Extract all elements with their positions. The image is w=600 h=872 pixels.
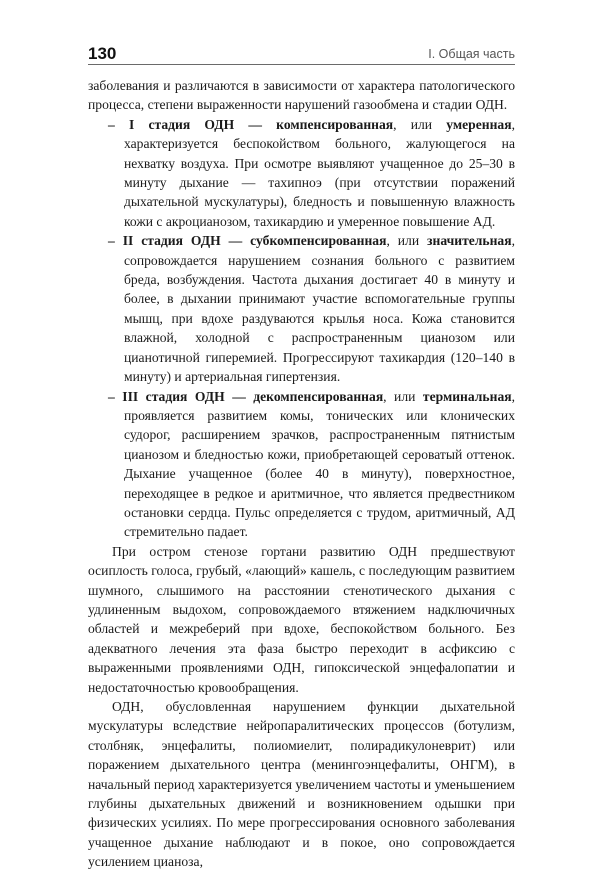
stage-2-separator: , или [386, 233, 428, 249]
stage-3-bullet: – [108, 388, 115, 404]
page-body [88, 76, 515, 872]
respiratory-muscle-paragraph: ОДН, обусловленная нарушением функции дыхательной мускулатуры вследствие нейропаралитических процессов (ботулизм, столбняк, энцефалиты, полиомиелит, полирадикулоневрит) или поражением дыхательного центра (менингоэнцефалиты, ОНГМ), в начальный период характеризуется увеличением частоты и уменьшением глубины дыхательных движений и возникновением одышки при физических усилиях. По мере прогрессирования основного заболевания учащенное дыхание наблюдают и в покое, оно сопровождается усилением цианоза, [88, 699, 515, 870]
stage-1-text: , характеризуется беспокойством больного, жалующегося на нехватку воздуха. При осмотре выявляют учащенное до 25–30 в минуту дыхание — тахипноэ (при отсутствии поражений дыхательной мускулатуры), бледность и повышенную влажность кожи с акроцианозом, тахикардию и умеренное повышение АД. [124, 116, 515, 229]
stage-3-separator: , или [383, 388, 423, 404]
stage-1-bullet: – [108, 116, 115, 132]
stage-2-synonym: значительная [427, 233, 512, 249]
section-title: I. Общая часть [428, 47, 515, 61]
stage-1-separator: , или [393, 116, 447, 132]
stage-1-synonym: умеренная [446, 116, 512, 132]
stage-2-item [88, 231, 515, 386]
stage-2-text: , сопровождается нарушением сознания больного с развитием бреда, возбуждения. Частота дыхания достигает 40 в минуту и более, в дыхании принимают участие вспомогательные группы мышц, при вдохе раздуваются крылья носа. Кожа становится влажной, холодной с распространенным цианозом или цианотичной гиперемией. Прогрессируют тахикардия (120–140 в минуту) и артериальная гипертензия. [124, 233, 515, 385]
stage-3-text: , проявляется развитием комы, тонических или клонических судорог, расширением зрачков, распространенным пятнистым цианозом и бледностью кожи, приобретающей сероватый оттенок. Дыхание учащенное (более 40 в минуту), поверхностное, переходящее в редкое и аритмичное, что является предвестником остановки сердца. Пульс определяется с трудом, аритмичный, АД стремительно падает. [124, 388, 516, 540]
laryngeal-stenosis-paragraph: При остром стенозе гортани развитию ОДН предшествуют осиплость голоса, грубый, «лающий» кашель, с последующим развитием шумного, слышимого на расстоянии стенотического дыхания с удлиненным выдохом, сопровождаемого втяжением надключичных областей и межреберий при вдохе, беспокойством больного. Без адекватного лечения эта фаза быстро переходит в асфиксию с выраженными проявлениями ОДН, гипоксической энцефалопатии и недостаточностью кровообращения. [88, 543, 515, 695]
stage-3-item [88, 387, 515, 542]
stage-2-bullet: – [108, 233, 115, 249]
stage-3-title: III стадия ОДН — декомпенсированная [122, 388, 384, 404]
page-number: 130 [88, 44, 117, 63]
stage-3-synonym: терминальная [422, 388, 512, 404]
stage-1-item [88, 115, 515, 231]
stage-2-title: II стадия ОДН — субкомпенсированная [122, 233, 387, 249]
running-header [88, 46, 515, 65]
stage-1-title: I стадия ОДН — компенсированная [128, 116, 394, 132]
intro-paragraph: заболевания и различаются в зависимости от характера патологического процесса, степени выраженности нарушений газообмена и стадии ОДН. [88, 78, 515, 113]
